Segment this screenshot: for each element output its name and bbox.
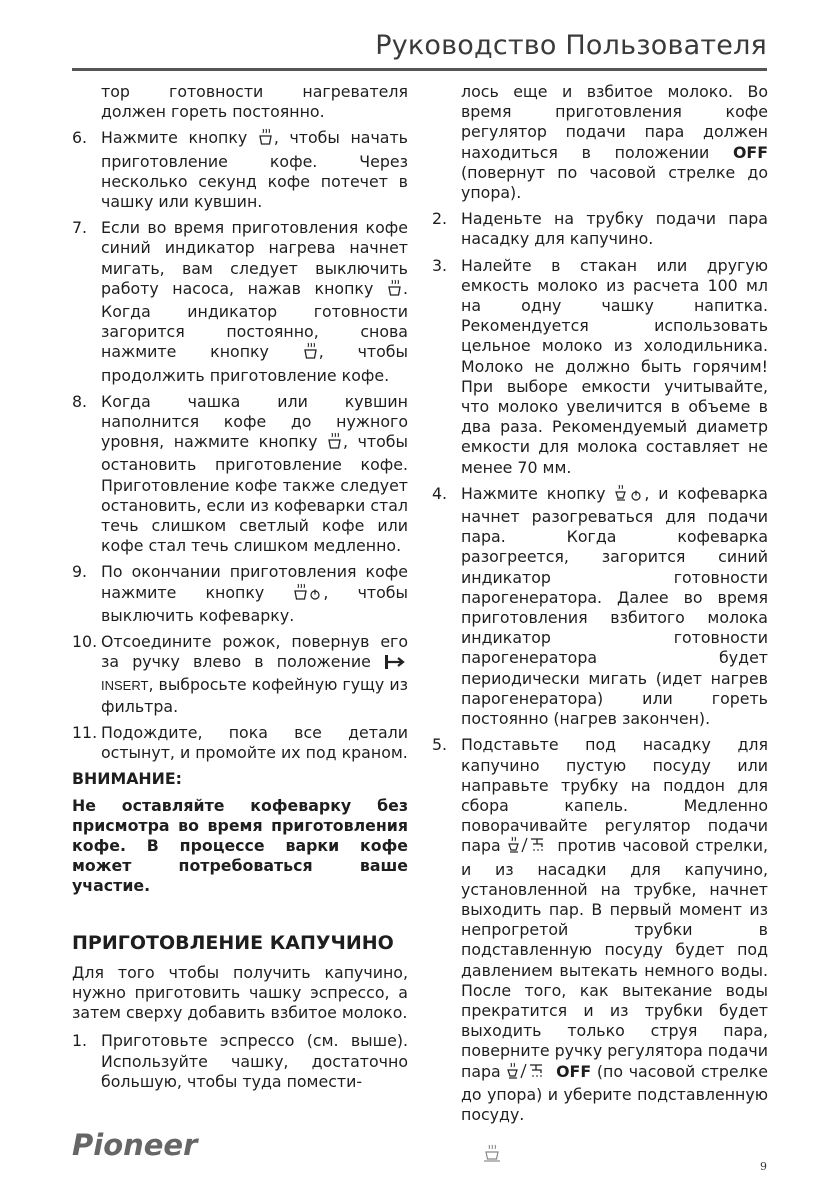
step-text: Нажмите кнопку bbox=[461, 483, 606, 503]
step-text: , чтобы выключить кофеварку. bbox=[101, 582, 408, 625]
header-divider bbox=[72, 68, 767, 71]
section-heading: ПРИГОТОВЛЕНИЕ КАПУЧИНО bbox=[72, 931, 394, 954]
step-text: Отсоедините рожок, повернув его за ручку влево в положение bbox=[101, 632, 408, 672]
step-9 bbox=[72, 562, 408, 626]
step-number: 7. bbox=[72, 218, 88, 238]
step-text: Когда чашка или кувшин наполнится кофе до нужного уровня, нажмите кнопку bbox=[101, 391, 408, 452]
step-1 bbox=[72, 1031, 408, 1092]
step-10 bbox=[72, 632, 408, 717]
left-column bbox=[72, 82, 408, 1098]
step-text: Если во время приготовления кофе синий индикатор нагрева начнет мигать, вам следует выключить работу насоса, нажав кнопку bbox=[101, 218, 408, 298]
step-number: 9. bbox=[72, 562, 88, 582]
insert-label: INSERT bbox=[101, 678, 149, 694]
step-text: Подождите, пока все детали остынут, и промойте их под краном. bbox=[101, 722, 408, 763]
brand-logo: Pioneer bbox=[72, 1128, 198, 1162]
continuation-paragraph bbox=[432, 82, 768, 203]
step-number: 4. bbox=[432, 483, 448, 503]
step-5 bbox=[432, 735, 768, 1125]
coffee-power-icon bbox=[293, 583, 323, 606]
page-header-title: Руководство Пользователя bbox=[375, 30, 767, 61]
step-text: , и кофеварка начнет разогреваться для подачи пара. Когда кофеварка разогреется, загорится синий индикатор готовности парогенератора. Далее во время приготовления взбитого молока индикатор готовности парогенератора будет периодически мигать (идет нагрев парогенератора) или гореть постоянно (нагрев закончен). bbox=[461, 483, 768, 729]
continuation-text: лось еще и взбитое молоко. Во время приготовления кофе регулятор подачи пара должен находиться в положении bbox=[461, 82, 768, 162]
step-text: Наденьте на трубку подачи пара насадку для капучино. bbox=[461, 209, 768, 249]
step-text: (по часовой стрелке до упора) и уберите подставленную посуду. bbox=[461, 1061, 768, 1124]
step-3 bbox=[432, 256, 768, 478]
step-number: 10. bbox=[72, 632, 98, 652]
step-text: , выбросьте кофейную гущу из фильтра. bbox=[101, 675, 408, 716]
insert-arrow-icon bbox=[384, 654, 408, 675]
step-text: По окончании приготовления кофе нажмите кнопку bbox=[101, 562, 408, 602]
step-8 bbox=[72, 392, 408, 557]
step-7 bbox=[72, 218, 408, 386]
continuation-paragraph: тор готовности нагревателя должен гореть постоянно. bbox=[101, 82, 408, 122]
step-number: 6. bbox=[72, 128, 88, 148]
coffee-cup-icon bbox=[387, 279, 403, 302]
step-4 bbox=[432, 484, 768, 729]
step-number: 1. bbox=[72, 1031, 88, 1051]
off-label: OFF bbox=[732, 142, 768, 162]
step-11 bbox=[72, 723, 408, 763]
step-text: , чтобы продолжить приготовление кофе. bbox=[101, 342, 408, 385]
coffee-cup-icon bbox=[303, 342, 319, 365]
intro-paragraph: Для того чтобы получить капучино, нужно приготовить чашку эспрессо, а затем сверху добавить взбитое молоко. bbox=[72, 962, 408, 1023]
step-text: . Когда индикатор готовности загорится постоянно, снова нажмите кнопку bbox=[101, 278, 408, 362]
continuation-text: (повернут по часовой стрелке до упора). bbox=[461, 162, 768, 203]
step-2 bbox=[432, 209, 768, 249]
page-number: 9 bbox=[760, 1160, 767, 1173]
step-text: Налейте в стакан или другую емкость молоко из расчета 100 мл на одну чашку напитка. Рекомендуется использовать цельное молоко из холодильника. Молоко не должно быть горячим! При выборе емкости учитывайте, что молоко увеличится в объеме в два раза. Рекомендуемый диаметр емкости для молока составляет не менее 70 мм. bbox=[461, 255, 768, 477]
steam-water-icon bbox=[506, 1062, 550, 1085]
step-text: Нажмите кнопку bbox=[101, 128, 248, 148]
step-text: , чтобы начать приготовление кофе. Через несколько секунд кофе потечет в чашку или кувшин. bbox=[101, 128, 408, 212]
step-text: , чтобы остановить приготовление кофе. Приготовление кофе также следует остановить, если из кофеварки стал течь слишком светлый кофе или кофе стал течь слишком медленно. bbox=[101, 432, 408, 556]
steam-water-icon bbox=[507, 836, 551, 859]
warning-title: ВНИМАНИЕ: bbox=[72, 769, 182, 789]
coffee-cup-icon bbox=[258, 128, 274, 151]
step-text: Подставьте под насадку для капучино пустую посуду или направьте трубку на поддон для сбора капель. Медленно поворачивайте регулятор подачи пара bbox=[461, 735, 768, 856]
right-column bbox=[432, 82, 768, 1131]
step-number: 11. bbox=[72, 722, 98, 742]
step-number: 2. bbox=[432, 209, 448, 229]
step-text: против часовой стрелки, и из насадки для капучино, установленной на трубке, начнет выходить пар. В первый момент из непрогретой трубки в подставленную посуду будет под давлением вытекать немного воды. После того, как вытекание воды прекратится и из трубки будет выходить только струя пара, поверните ручку регулятора подачи пара bbox=[461, 836, 768, 1081]
coffee-cup-icon bbox=[482, 1144, 502, 1168]
steam-power-icon bbox=[614, 484, 644, 507]
step-number: 5. bbox=[432, 735, 448, 755]
step-text: Приготовьте эспрессо (см. выше). Используйте чашку, достаточно большую, чтобы туда помести- bbox=[101, 1031, 408, 1091]
step-6 bbox=[72, 128, 408, 212]
warning-text: Не оставляйте кофеварку без присмотра во время приготовления кофе. В процессе варки кофе может потребоваться ваше участие. bbox=[72, 795, 408, 896]
off-label: OFF bbox=[556, 1061, 592, 1081]
step-number: 3. bbox=[432, 255, 448, 275]
coffee-cup-icon bbox=[327, 432, 343, 455]
step-number: 8. bbox=[72, 391, 88, 411]
